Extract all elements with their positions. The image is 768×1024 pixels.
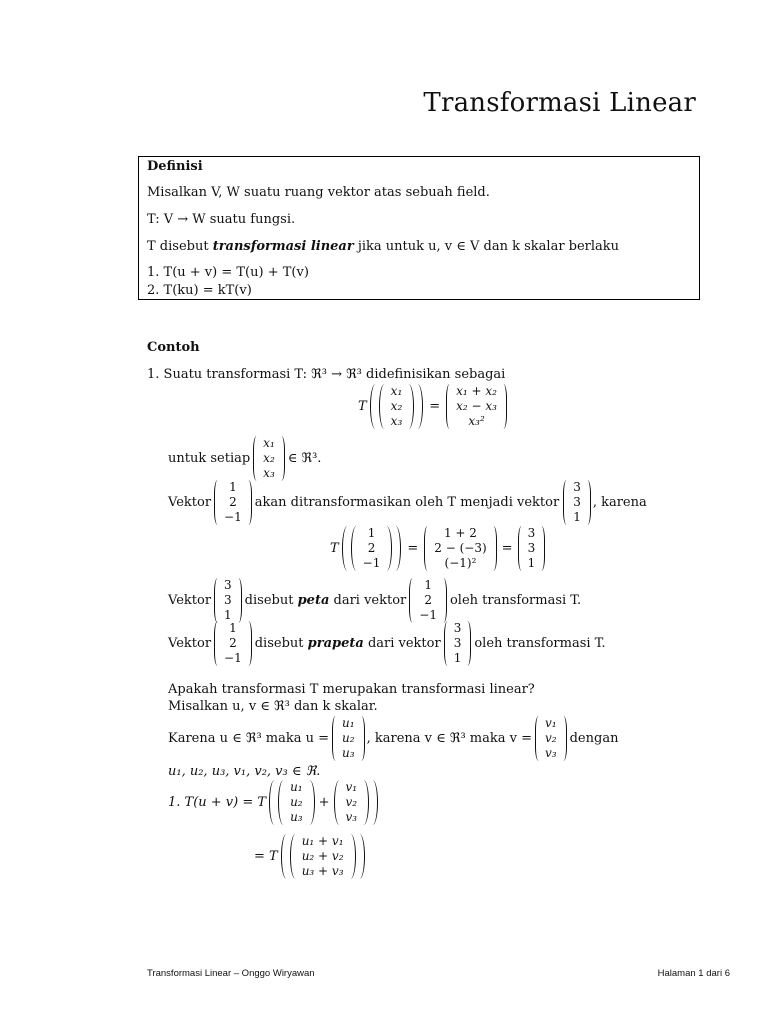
x-entry: x₁ [263, 436, 275, 450]
vec-entry: 1 [224, 608, 232, 622]
t-argument [342, 526, 402, 571]
vec-entry: −1 [362, 556, 381, 570]
x-vector-2 [253, 436, 285, 481]
definition-term: transformasi linear [212, 239, 354, 254]
x-entry: x₃ [390, 414, 403, 428]
vector-1-2-neg1 [214, 621, 252, 666]
u-entry: u₃ [290, 810, 303, 824]
v-entry: v₂ [545, 731, 557, 745]
vec-entry: 3 [453, 621, 462, 635]
karena-line [168, 716, 618, 761]
step1-equation [168, 780, 378, 825]
tx-vector [446, 384, 507, 429]
v-vector [535, 716, 567, 761]
tx-entry: x₃² [468, 414, 485, 428]
vector-3-3-1 [563, 480, 591, 525]
vec-entry: −1 [224, 651, 242, 665]
vektor-label: Vektor [168, 495, 212, 510]
uv-entry: u₂ + v₂ [301, 849, 344, 863]
vec-entry: 1 [573, 510, 581, 524]
vec-entry: 3 [573, 480, 581, 494]
x-entry: x₃ [263, 466, 275, 480]
vec-entry: 3 [573, 495, 581, 509]
v-entry: v₁ [345, 780, 358, 794]
t-argument [281, 834, 365, 879]
vec-entry: 3 [224, 593, 232, 607]
definition-line-3-pre: T disebut [147, 239, 213, 254]
vec-entry: 1 [367, 526, 376, 540]
karena-v-text: , karena v ∈ ℜ³ maka v = [366, 731, 533, 746]
definition-line-1: Misalkan V, W suatu ruang vektor atas sebuah field. [147, 185, 490, 200]
example-intro: 1. Suatu transformasi T: ℜ³ → ℜ³ didefinisikan sebagai [147, 367, 506, 382]
example-heading: Contoh [147, 340, 200, 355]
peta-line [168, 578, 581, 623]
definition-equation [358, 384, 507, 429]
in-r3-text: ∈ ℜ³. [287, 451, 322, 466]
v-entry: v₃ [545, 746, 557, 760]
v-entry: v₁ [545, 716, 557, 730]
vec-entry: 2 [229, 636, 237, 650]
v-entry: v₃ [345, 810, 358, 824]
vec-entry: −1 [224, 510, 242, 524]
akan-text: akan ditransformasikan oleh T menjadi vektor [254, 495, 560, 510]
peta-term: peta [297, 593, 330, 608]
x-entry: x₁ [390, 384, 403, 398]
v-entry: v₂ [345, 795, 358, 809]
definition-line-2: T: V → W suatu fungsi. [147, 212, 296, 227]
vec-entry: 3 [224, 578, 232, 592]
karena-text: , karena [592, 495, 647, 510]
v-vector [334, 780, 370, 825]
equals-sign: = [501, 541, 513, 556]
vector-3-3-1 [518, 526, 546, 571]
dari-vektor-text: dari vektor [367, 636, 441, 651]
calc-entry: (−1)² [444, 556, 477, 570]
untuk-text: untuk setiap [168, 451, 251, 466]
disebut-text: disebut [244, 593, 294, 608]
eq-t-label: = T [254, 849, 278, 864]
dengan-text: dengan [569, 731, 619, 746]
vec-entry: 3 [527, 526, 536, 540]
vec-entry: −1 [419, 608, 437, 622]
u-entry: u₁ [290, 780, 303, 794]
oleh-text: oleh transformasi T. [449, 593, 582, 608]
x-vector [379, 384, 415, 429]
untuk-setiap-line [168, 436, 321, 481]
dari-vektor-text: dari vektor [333, 593, 407, 608]
vec-entry: 2 [229, 495, 237, 509]
u-entry: u₃ [342, 746, 355, 760]
definition-line-3-post: jika untuk u, v ∈ V dan k skalar berlaku [353, 239, 620, 254]
definition-item-2: 2. T(ku) = kT(v) [147, 283, 252, 298]
prapeta-line [168, 621, 606, 666]
u-entry: u₂ [290, 795, 303, 809]
vector-3-3-1 [444, 621, 472, 666]
vektor-label: Vektor [168, 593, 212, 608]
vector-1-2-neg1 [214, 480, 252, 525]
u-plus-v-vector [290, 834, 356, 879]
vec-entry: 2 [367, 541, 376, 555]
vector-1-2-neg1 [409, 578, 447, 623]
vec-entry: 3 [453, 636, 462, 650]
x-entry: x₂ [263, 451, 275, 465]
plus-sign: + [318, 795, 330, 810]
equals-sign: = [407, 541, 419, 556]
footer-right: Halaman 1 dari 6 [657, 968, 730, 979]
karena-u-text: Karena u ∈ ℜ³ maka u = [168, 731, 330, 746]
t-argument [269, 780, 378, 825]
u-vector [278, 780, 315, 825]
oleh-text: oleh transformasi T. [474, 636, 606, 651]
u-vector [332, 716, 365, 761]
calc-vector [424, 526, 496, 571]
vec-entry: 3 [527, 541, 536, 555]
disebut-text: disebut [254, 636, 304, 651]
uv-entry: u₃ + v₃ [301, 864, 344, 878]
misalkan-line: Misalkan u, v ∈ ℜ³ dan k skalar. [168, 699, 378, 714]
step1-equation-2 [254, 834, 365, 879]
vec-entry: 1 [453, 651, 462, 665]
calc-equation [330, 526, 545, 571]
u-entry: u₁ [342, 716, 355, 730]
uv-entry: u₁ + v₁ [301, 834, 344, 848]
t-symbol: T [358, 399, 367, 414]
definition-item-1: 1. T(u + v) = T(u) + T(v) [147, 265, 309, 280]
vec-entry: 1 [527, 556, 536, 570]
tx-entry: x₂ − x₃ [456, 399, 497, 413]
vec-entry: 1 [424, 578, 432, 592]
vector-1-2-neg1 [351, 526, 393, 571]
definition-line-3 [147, 239, 619, 254]
vector-3-3-1 [214, 578, 242, 623]
equals-sign: = [429, 399, 441, 414]
vektor-label: Vektor [168, 636, 212, 651]
definition-heading: Definisi [147, 159, 203, 174]
u-entry: u₂ [342, 731, 355, 745]
t-symbol: T [330, 541, 339, 556]
question-line: Apakah transformasi T merupakan transformasi linear? [168, 682, 535, 697]
t-argument [370, 384, 424, 429]
calc-entry: 2 − (−3) [434, 541, 487, 555]
tx-entry: x₁ + x₂ [456, 384, 497, 398]
vec-entry: 2 [424, 593, 432, 607]
calc-entry: 1 + 2 [443, 526, 477, 540]
x-entry: x₂ [390, 399, 403, 413]
vektor-line-1 [168, 480, 647, 525]
prapeta-term: prapeta [307, 636, 364, 651]
footer-left: Transformasi Linear – Onggo Wiryawan [147, 968, 315, 979]
definition-box [138, 156, 700, 300]
page-title: Transformasi Linear [423, 88, 696, 118]
vec-entry: 1 [229, 621, 237, 635]
real-line: u₁, u₂, u₃, v₁, v₂, v₃ ∈ ℜ. [168, 764, 321, 779]
step1-label: 1. T(u + v) = T [168, 795, 267, 810]
vec-entry: 1 [229, 480, 237, 494]
